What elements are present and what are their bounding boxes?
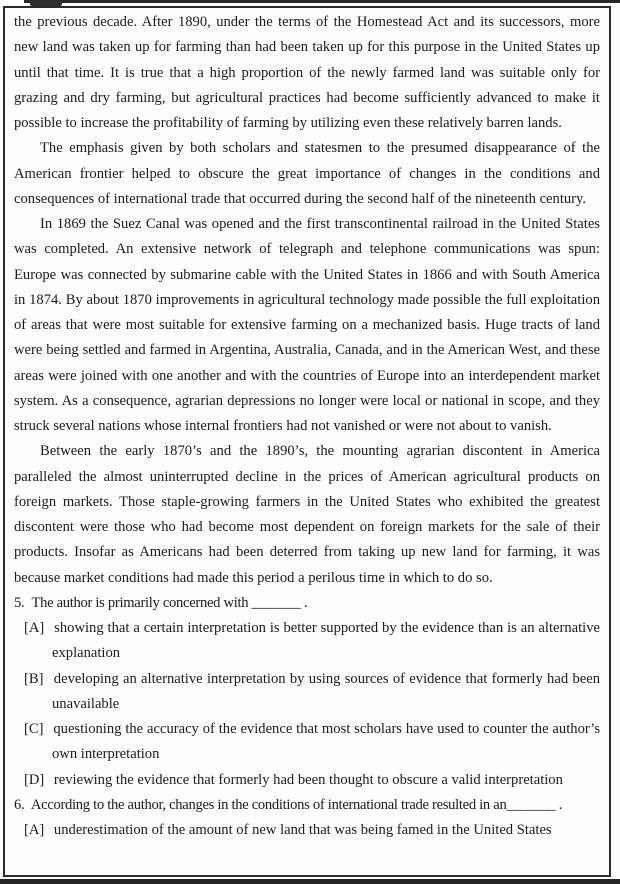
question-5-option-d — [14, 768, 600, 793]
passage-paragraph-3: In 1869 the Suez Canal was opened and the first transcontinental railroad in the United States was completed. An extensive network of telegraph and telephone communications was spun: Europe was connected by submarine cable with the United States in 1866 and with South America in 1874. By about 1870 improvements in agricultural technology made possible the full exploitation of areas that were most suitable for extensive farming on a mechanized basis. Huge tracts of land were being settled and farmed in Argentina, Australia, Canada, and in the American West, and these areas were joined with one another and with the countries of Europe into an interdependent market system. As a consequence, agrarian depressions no longer were local or national in scope, and they struck several nations whose internal frontiers had not vanished or were not about to vanish. — [14, 216, 600, 434]
option-a-text: underestimation of the amount of new land that was being famed in the United States — [53, 822, 552, 838]
question-6-option-a — [14, 818, 600, 843]
passage-paragraph-1: the previous decade. After 1890, under the terms of the Homestead Act and its successors, more new land was taken up for farming than had been taken up for this purpose in the United States up until that time. It is true that a high proportion of the newly farmed land was suitable only for grazing and dry farming, but agricultural practices had become sufficiently advanced to make it possible to increase the profitability of farming by utilizing even these relatively barren lands. — [14, 14, 600, 131]
option-a-label: [A] — [24, 620, 45, 636]
option-a-text: showing that a certain interpretation is better supported by the evidence than is an alternative explanation — [52, 620, 600, 662]
option-d-label: [D] — [24, 771, 45, 788]
option-b-text: developing an alternative interpretation by using sources of evidence that formerly had been unavailable — [52, 670, 600, 712]
question-5-option-b — [14, 667, 600, 718]
question-5-option-c — [14, 717, 600, 768]
question-5-stem: The author is primarily concerned with _______ . — [31, 594, 308, 611]
question-5-number: 5. — [14, 594, 25, 611]
question-6-stem: According to the author, changes in the conditions of international trade resulted in an_______ . — [30, 796, 563, 813]
option-c-text: questioning the accuracy of the evidence that most scholars have used to counter the author’s own interpretation — [52, 721, 600, 763]
question-6-stem-line — [14, 793, 600, 818]
scan-artifact-bottom-line — [0, 879, 620, 884]
question-6 — [14, 793, 600, 844]
question-5-stem-line — [14, 591, 600, 616]
passage-paragraph-4: Between the early 1870’s and the 1890’s, the mounting agrarian discontent in America paralleled the almost uninterrupted decline in the prices of American agricultural products on foreign markets. Those staple-growing farmers in the United States who exhibited the greatest discontent were those who had become most dependent on foreign markets for the sale of their products. Insofar as Americans had been deterred from taking up new land for farming, it was because market conditions had made this period a perilous time in which to do so. — [14, 443, 600, 586]
question-5 — [14, 591, 600, 793]
document-frame — [3, 6, 611, 877]
option-c-label: [C] — [24, 721, 44, 737]
question-6-number: 6. — [14, 796, 25, 813]
option-a-label: [A] — [24, 822, 45, 838]
scan-artifact-top-line — [24, 0, 620, 3]
option-b-label: [B] — [24, 670, 44, 687]
passage-paragraph-2: The emphasis given by both scholars and statesmen to the presumed disappearance of the American frontier helped to obscure the great importance of changes in the conditions and consequences of international trade that occurred during the second half of the nineteenth century. — [14, 140, 600, 207]
question-5-option-a — [14, 616, 600, 667]
option-d-text: reviewing the evidence that formerly had been thought to obscure a valid interpretation — [53, 771, 563, 788]
